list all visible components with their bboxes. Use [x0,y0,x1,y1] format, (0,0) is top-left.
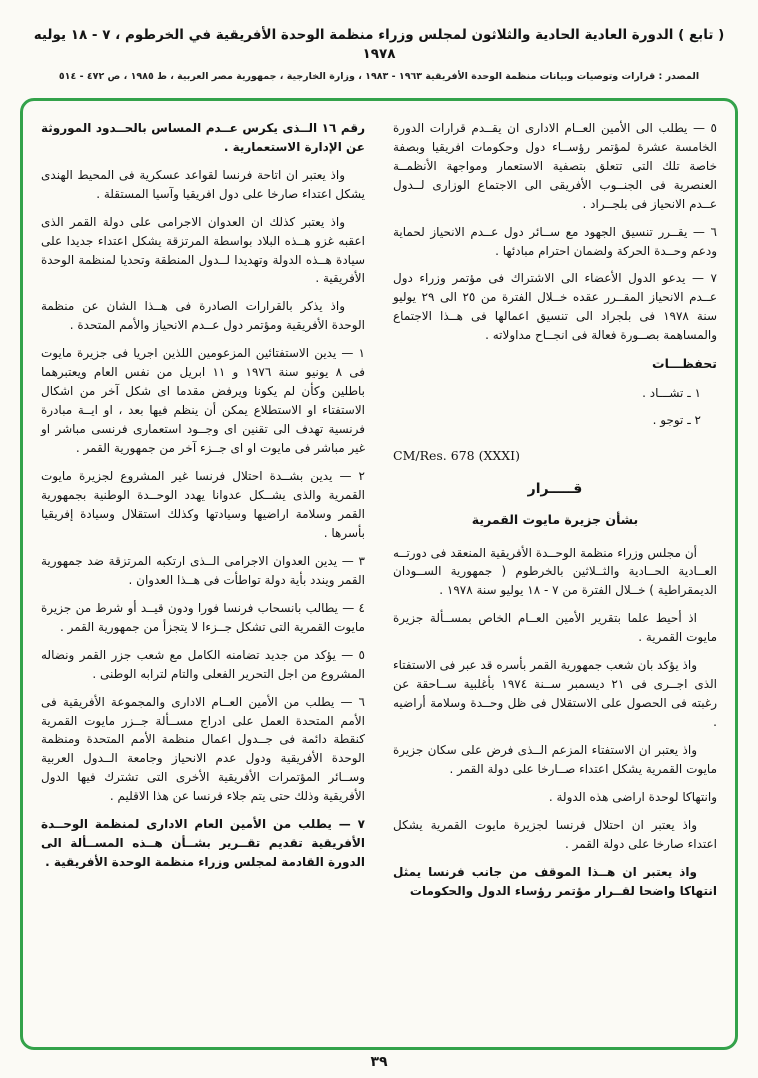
document-header [0,0,758,82]
page-number: ٣٩ [370,1054,388,1070]
operative-paragraph-2: ٢ — يدين بشــدة احتلال فرنسا غير المشروع لجزيرة مايوت القمرية والذى يشــكل عدوانا يهدد الوحــدة الوطنية بجمهورية القمر وسلامة اراضيها وسيادتها وكذلك استقلال وسيادة إفريقيا بأسرها . [41,469,365,540]
two-column-layout [41,119,717,1039]
content-border-box [20,98,738,1050]
operative-paragraph-4: ٤ — يطالب بانسحاب فرنسا فورا ودون قيــد أو شرط من جزيرة مايوت القمرية التى تشكل جــزءا لا يتجزأ من جمهورية القمر . [41,600,365,634]
operative-paragraph-7: ٧ — يطلب من الأمين العام الادارى لمنظمة الوحــدة الأفريقية تقديم تقــرير بشــأن هــذه المســألة الى الدورة القادمة لمجلس وزراء منظمة الوحدة الأفريقية . [41,817,365,870]
preamble-french-occupation: واذ يعتبر ان احتلال فرنسا لجزيرة مايوت القمرية يشكل اعتداء صارخا على دولة القمر . [393,817,717,851]
preamble-mercenary-aggression: واذ يعتبر كذلك ان العدوان الاجرامى على دولة القمر الذى اعقبه غزو هــذه البلاد بواسطة المرتزقة يشكل اعتداء جديدا على سيادة هــذه الدولة وتهديدا لــدول المنطقة وتحديا لمنظمة الوحدة الأفريقية . [41,214,365,286]
preamble-france-position: واذ يعتبر ان هــذا الموقف من جانب فرنسا يمثل انتهاكا واضحا لقــرار مؤتمر رؤساء الدول والحكومات [393,864,717,898]
preamble-council-session: أن مجلس وزراء منظمة الوحــدة الأفريقية المنعقد فى دورتــه العــادية الحــادية والثــلاثين بالخرطوم ( جمهورية الســودان الديمقراطية ) خــلال الفترة من ٧ - ١٨ يوليو سنة ١٩٧٨ . [393,545,717,598]
paragraph-item-6: ٦ — يقــرر تنسيق الجهود مع ســائر دول عــدم الانحياز لحماية ودعم وحــدة الحركة ولضمان احترام مبادئها . [393,224,717,258]
operative-paragraph-1: ١ — يدين الاستفتائين المزعومين اللذين اجريا فى جزيرة مايوت فى ٨ يونيو سنة ١٩٧٦ و ١١ ابريل من نفس العام ويعتبرهما باطلين وكأن لم يكونا ويرفض مقدما اى شكل آخر من اشكال الاستفتاء او الاستطلاع يمكن أن ينظم فيها بعد ، او ايــة مبادرة فرنسية تهدف الى تقنين اى وجــود استعمارى فرنسى مباشر او غير مباشر فى مايوت او اى جــزء آخر من جمهورية القمر . [41,346,365,456]
session-title: ( تابع ) الدورة العادية الحادية والثلاثون لمجلس وزراء منظمة الوحدة الأفريقية في الخرطوم ، ٧ - ١٨ يوليه ١٩٧٨ [33,27,725,62]
reservations-heading: تحفظـــات [652,356,717,372]
preamble-noting-report: اذ أحيط علما بتقرير الأمين العــام الخاص بمســألة جزيرة مايوت القمرية . [393,611,717,645]
column-left [41,119,365,1039]
preamble-referendum-1974: واذ يؤكد بان شعب جمهورية القمر بأسره قد عبر فى الاستفتاء الذى اجــرى فى ٢١ ديسمبر ســنة ١٩٧٤ بأغلبية ســاحقة عن رغبته فى الحصول على الاستقلال فى ظل وحــدة وسلامة أراضيه . [393,658,717,730]
preamble-military-bases: واذ يعتبر ان اتاحة فرنسا لقواعد عسكرية فى المحيط الهندى يشكل اعتداء صارخا على دول افريقيا وآسيا المستقلة . [41,167,365,201]
source-citation: المصدر : قرارات وتوصيات وبيانات منظمة الوحدة الأفريقية ١٩٦٣ - ١٩٨٣ ، وزارة الخارجية ، جمهورية مصر العربية ، ط ١٩٨٥ ، ص ٤٧٢ - ٥١٤ [58,70,700,82]
operative-paragraph-3: ٣ — يدين العدوان الاجرامى الــذى ارتكبه المرتزقة ضد جمهورية القمر ويندد بأية دولة تواطأت فى هــذا العدوان . [41,553,365,587]
resolution-heading: قـــــرار [527,480,583,497]
preamble-recalling-resolutions: واذ يذكر بالقرارات الصادرة فى هــذا الشان عن منظمة الوحدة الأفريقية ومؤتمر دول عــدم الانحياز والأمم المتحدة . [41,299,365,333]
paragraph-item-5: ٥ — يطلب الى الأمين العــام الادارى ان يقــدم قرارات الدورة الخامسة عشرة لمؤتمر رؤســاء دول وحكومات افريقيا وبصفة خاصة تلك التى تتعلق بتصفية الاستعمار ومواجهة الأنظمــة العنصرية فى الجنــوب الأفريقى الى الاجتماع الوزارى لــدول عــدم الانحياز فى بلجــراد . [393,120,717,211]
resolution-subject: بشأن جزيرة مايوت القمرية [471,511,639,527]
preamble-imposed-referendum: واذ يعتبر ان الاستفتاء المزعم الــذى فرض على سكان جزيرة مايوت القمرية يشكل اعتداء صــارخا على دولة القمر . [393,743,717,777]
continuation-resolution-16: رقم ١٦ الــذى يكرس عــدم المساس بالحــدود الموروثة عن الإدارة الاستعمارية . [41,120,365,154]
paragraph-item-7: ٧ — يدعو الدول الأعضاء الى الاشتراك فى مؤتمر وزراء دول عــدم الانحياز المقــرر عقده خــلال الفترة من ٢٥ الى ٢٩ يوليو سنة ١٩٧٨ فى بلجراد الى تنسيق اعمالها فى هــذا الاجتماع والمساهمة بصــورة فعالة فى انجــاح مداولاته . [393,271,717,343]
reservation-chad: ١ ـ تشـــاد . [642,386,701,401]
operative-paragraph-5: ٥ — يؤكد من جديد تضامنه الكامل مع شعب جزر القمر ونضاله المشروع من اجل التحرير الفعلى والتام لترابه الوطنى . [41,647,365,681]
reservation-togo: ٢ ـ توجو . [652,412,701,427]
preamble-territorial-violation: وانتهاكا لوحدة اراضى هذه الدولة . [548,790,717,805]
resolution-reference: CM/Res. 678 (XXXI) [393,447,520,463]
operative-paragraph-6: ٦ — يطلب من الأمين العــام الادارى والمجموعة الأفريقية فى الأمم المتحدة العمل على ادراج مســألة جــزر مايوت القمرية كنقطة دائمة فى جــدول اعمال منظمة الأمم المتحدة ومنظمة الوحدة الأفريقية ودول عدم الانحياز وجامعة الــدول العربية وســائر المؤتمرات الأفريقية الأخرى التى تشترك فيها الدول الأفريقية وذلك حتى يتم جلاء فرنسا عن هذا الاقليم . [41,694,365,804]
column-right [393,119,717,1039]
